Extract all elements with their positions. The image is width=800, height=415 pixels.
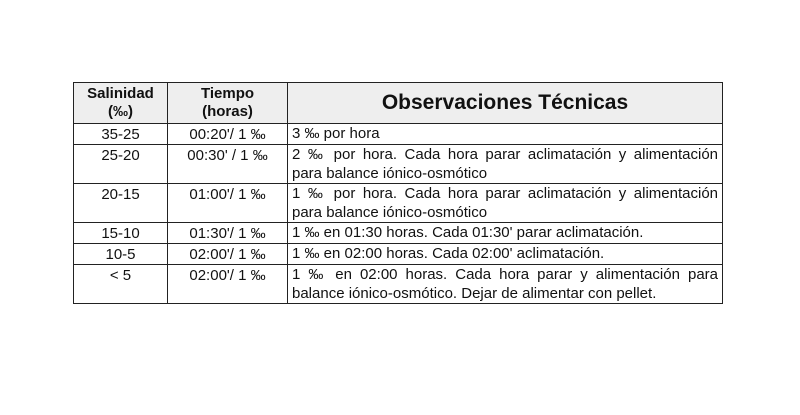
cell-observaciones: 1 ‰ en 02:00 horas. Cada hora parar y alimentación para balance iónico-osmótico. Dejar de alimentar con pellet. [288, 265, 723, 304]
cell-observaciones: 1 ‰ por hora. Cada hora parar aclimatación y alimentación para balance iónico-osmótico [288, 184, 723, 223]
header-observaciones: Observaciones Técnicas [288, 83, 723, 124]
header-tiempo [168, 83, 288, 124]
header-salinidad-title: Salinidad [87, 85, 154, 102]
cell-observaciones: 1 ‰ en 02:00 horas. Cada 02:00' aclimatación. [288, 244, 723, 265]
table-row [74, 223, 723, 244]
cell-tiempo: 01:00'/ 1 ‰ [168, 184, 288, 223]
cell-observaciones: 2 ‰ por hora. Cada hora parar aclimatación y alimentación para balance iónico-osmótico [288, 145, 723, 184]
cell-tiempo: 01:30'/ 1 ‰ [168, 223, 288, 244]
header-salinidad [74, 83, 168, 124]
cell-tiempo: 02:00'/ 1 ‰ [168, 244, 288, 265]
cell-salinidad: 15-10 [74, 223, 168, 244]
cell-salinidad: < 5 [74, 265, 168, 304]
acclimation-table [73, 82, 723, 304]
table-row [74, 145, 723, 184]
table-row [74, 124, 723, 145]
cell-observaciones: 1 ‰ en 01:30 horas. Cada 01:30' parar aclimatación. [288, 223, 723, 244]
table-row [74, 244, 723, 265]
table-row [74, 265, 723, 304]
header-tiempo-unit: (horas) [202, 103, 253, 120]
cell-tiempo: 00:20'/ 1 ‰ [168, 124, 288, 145]
cell-tiempo: 00:30' / 1 ‰ [168, 145, 288, 184]
table-header-row [74, 83, 723, 124]
cell-observaciones: 3 ‰ por hora [288, 124, 723, 145]
header-tiempo-title: Tiempo [200, 85, 255, 102]
header-salinidad-unit: (‰) [108, 103, 133, 120]
cell-tiempo: 02:00'/ 1 ‰ [168, 265, 288, 304]
table-row [74, 184, 723, 223]
cell-salinidad: 35-25 [74, 124, 168, 145]
cell-salinidad: 20-15 [74, 184, 168, 223]
cell-salinidad: 10-5 [74, 244, 168, 265]
cell-salinidad: 25-20 [74, 145, 168, 184]
